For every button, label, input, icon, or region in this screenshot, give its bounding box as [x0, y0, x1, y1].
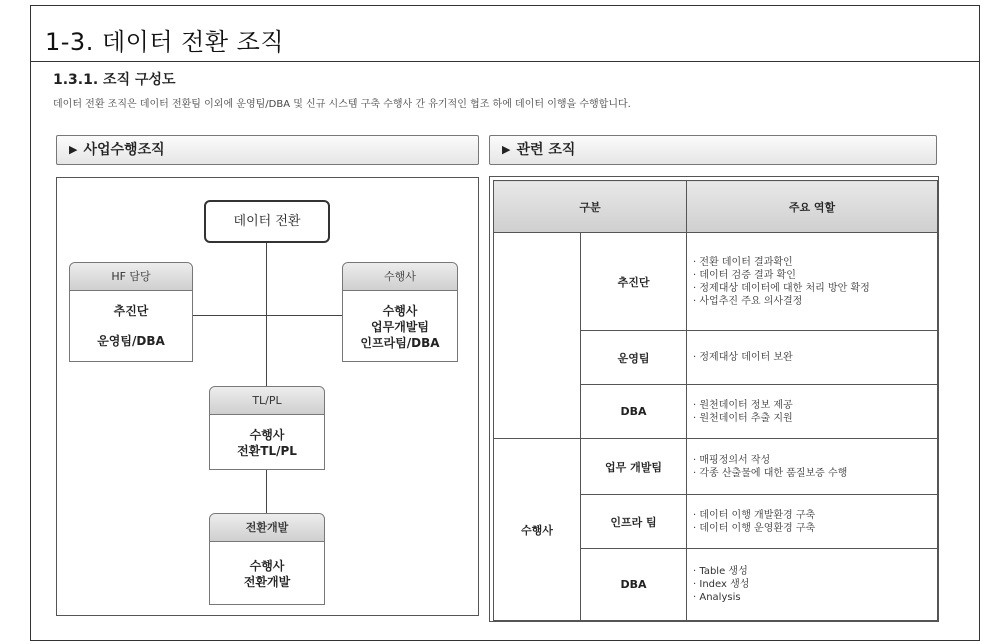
org-node-hf	[69, 262, 193, 362]
org-node-head: HF 담당	[70, 263, 192, 291]
table-header: 주요 역할	[687, 181, 938, 233]
org-cell: DBA	[581, 385, 687, 439]
table-header: 구분	[494, 181, 687, 233]
org-cell: 인프라 팀	[581, 495, 687, 549]
roles-cell	[687, 385, 938, 439]
role-item: · Analysis	[693, 591, 937, 604]
role-item: · 원천데이터 추출 지원	[693, 412, 937, 425]
role-item: · Table 생성	[693, 565, 937, 578]
org-node-line: 추진단	[113, 304, 149, 318]
role-item: · Index 생성	[693, 578, 937, 591]
title-bar	[31, 6, 979, 62]
role-item: · 매핑정의서 작성	[693, 454, 937, 467]
role-item: · 정제대상 데이터에 대한 처리 방안 확정	[693, 282, 937, 295]
group-cell	[494, 233, 581, 439]
triangle-right-icon: ▶	[69, 143, 78, 156]
org-node-head: 수행사	[343, 263, 457, 291]
org-node-line: 수행사	[249, 559, 285, 573]
related-org-table	[489, 176, 939, 622]
org-node-head: 전환개발	[210, 514, 324, 542]
section-description: 데이터 전환 조직은 데이터 전환팀 이외에 운영팀/DBA 및 신규 시스템 구축 수행사 간 유기적인 협조 하에 데이터 이행을 수행합니다.	[53, 99, 631, 110]
page-frame	[30, 5, 980, 641]
org-cell: 업무 개발팀	[581, 439, 687, 495]
org-node-line: 전환개발	[243, 575, 291, 589]
org-node-contractor	[342, 262, 458, 362]
roles-cell	[687, 495, 938, 549]
roles-cell	[687, 439, 938, 495]
org-node-line: 업무개발팀	[371, 320, 429, 334]
right-panel-header	[489, 135, 937, 165]
table-row	[494, 439, 938, 495]
role-item: · 데이터 이행 개발환경 구축	[693, 509, 937, 522]
org-node-line: 수행사	[249, 428, 285, 442]
org-node-line: 운영팀/DBA	[97, 334, 165, 348]
role-table	[493, 180, 938, 621]
role-item: · 각종 산출물에 대한 품질보증 수행	[693, 467, 937, 480]
org-node-line: 전환TL/PL	[237, 444, 297, 458]
org-node-conversion-dev	[209, 513, 325, 605]
org-node-line: 인프라팀/DBA	[360, 336, 440, 350]
group-cell: 수행사	[494, 439, 581, 621]
org-node-tl-pl	[209, 386, 325, 470]
org-node-head: TL/PL	[210, 387, 324, 415]
roles-cell	[687, 549, 938, 621]
role-item: · 정제대상 데이터 보완	[693, 351, 937, 364]
role-item: · 데이터 검증 결과 확인	[693, 269, 937, 282]
org-node-data-conversion: 데이터 전환	[204, 200, 330, 243]
roles-cell	[687, 331, 938, 385]
section-title: 1.3.1. 조직 구성도	[53, 72, 176, 88]
table-row	[494, 233, 938, 331]
left-panel-header	[56, 135, 479, 165]
role-item: · 사업추진 주요 의사결정	[693, 295, 937, 308]
org-cell: DBA	[581, 549, 687, 621]
role-item: · 데이터 이행 운영환경 구축	[693, 522, 937, 535]
role-item: · 전환 데이터 결과확인	[693, 256, 937, 269]
left-panel-title: 사업수행조직	[83, 142, 165, 158]
roles-cell	[687, 233, 938, 331]
connector-line	[192, 315, 343, 316]
org-cell: 추진단	[581, 233, 687, 331]
triangle-right-icon: ▶	[502, 143, 511, 156]
page-title: 1-3. 데이터 전환 조직	[45, 28, 285, 56]
role-item: · 원천데이터 정보 제공	[693, 399, 937, 412]
org-chart	[56, 177, 479, 616]
right-panel-title: 관련 조직	[516, 142, 576, 158]
org-cell: 운영팀	[581, 331, 687, 385]
org-node-line: 수행사	[382, 304, 418, 318]
table-header-row	[494, 181, 938, 233]
